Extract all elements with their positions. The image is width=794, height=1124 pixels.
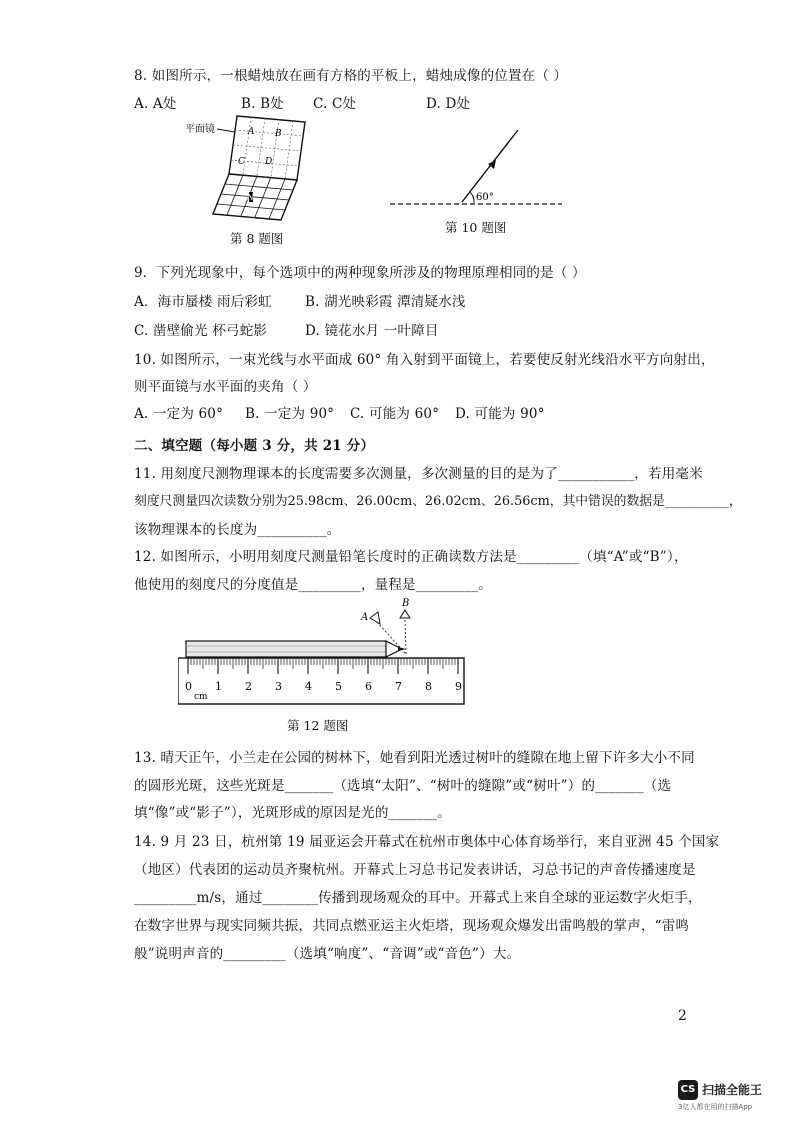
ruler-tick-label: 3: [275, 680, 282, 693]
fig12-eye-b-label: B: [402, 598, 410, 609]
q14-line1: 14. 9 月 23 日，杭州第 19 届亚运会开幕式在杭州市奥体中心体育场举行，来自亚洲 45 个国家: [134, 834, 720, 850]
q10-option-c: C. 可能为 60°: [350, 406, 440, 422]
fig12-unit: cm: [194, 692, 208, 702]
q11-line3: 该物理课本的长度为__________。: [134, 522, 341, 538]
q10-option-b: B. 一定为 90°: [245, 406, 335, 422]
q8-option-a: A. A处: [134, 96, 177, 112]
fig10-angle-label: 60°: [476, 192, 494, 203]
q10-line2: 则平面镜与水平面的夹角（ ）: [134, 379, 317, 395]
scanner-logo-icon: CS: [678, 1080, 698, 1100]
ruler-tick-label: 1: [215, 680, 222, 693]
q14-line4: 在数字世界与现实同频共振，共同点燃亚运主火炬塔，现场观众爆发出雷鸣般的掌声，“雷鸣: [134, 918, 690, 934]
q9-option-a: A．海市蜃楼 雨后彩虹: [134, 294, 272, 310]
fig8-mirror-label: 平面镜: [185, 124, 215, 135]
q10-option-d: D. 可能为 90°: [455, 406, 545, 422]
q8-option-b: B. B处: [241, 96, 284, 112]
fig8-caption: 第 8 题图: [230, 231, 284, 246]
q9-stem: 9．下列光现象中，每个选项中的两种现象所涉及的物理原理相同的是（ ）: [134, 265, 586, 281]
q10-line1: 10. 如图所示，一束光线与水平面成 60° 角入射到平面镜上，若要使反射光线沿水平方向射出，: [134, 352, 715, 368]
scanner-app-name: 扫描全能王: [702, 1083, 763, 1097]
q11-line1: 11. 用刻度尺测物理课本的长度需要多次测量，多次测量的目的是为了___________，若用毫米: [134, 466, 703, 482]
fig8-point-c: C: [238, 157, 245, 167]
figure-12-ruler: [178, 596, 468, 708]
q13-line2: 的圆形光斑，这些光斑是_______（选填“太阳”、“树叶的缝隙”或“树叶”）的_______（选: [134, 778, 672, 794]
q14-line5: 般”说明声音的_________（选填“响度”、“音调”或“音色”）大。: [134, 946, 521, 962]
q13-line3: 填“像”或“影子”），光斑形成的原因是光的_______。: [134, 805, 451, 821]
q8-option-c: C. C处: [313, 96, 357, 112]
q9-option-d: D. 镜花水月 一叶障目: [305, 323, 439, 339]
ruler-tick-label: 6: [365, 680, 372, 693]
fig12-caption: 第 12 题图: [287, 718, 349, 733]
eye-b-icon: [400, 610, 410, 618]
q8-option-d: D. D处: [426, 96, 471, 112]
ruler-tick-label: 7: [395, 680, 402, 693]
fig8-point-a: A: [248, 127, 255, 137]
ruler-tick-label: 8: [425, 680, 432, 693]
page-number: 2: [678, 1008, 687, 1024]
q10-option-a: A. 一定为 60°: [134, 406, 224, 422]
q12-line2: 他使用的刻度尺的分度值是_________，量程是_________。: [134, 577, 492, 593]
ruler-tick-label: 2: [245, 680, 252, 693]
scanner-tagline: 3亿人都在用的扫描App: [678, 1103, 753, 1111]
ruler-tick-label: 5: [335, 680, 342, 693]
eye-a-icon: [370, 612, 380, 624]
section-title: 二、填空题（每小题 3 分，共 21 分）: [134, 438, 375, 454]
ruler-tick-label: 9: [455, 680, 462, 693]
q12-line1: 12. 如图所示，小明用刻度尺测量铅笔长度时的正确读数方法是_________（填“A”或“B”），: [134, 549, 688, 565]
q13-line1: 13. 晴天正午，小兰走在公园的树林下，她看到阳光透过树叶的缝隙在地上留下许多大小不同: [134, 750, 695, 766]
ruler-tick-label: 0: [185, 680, 192, 693]
fig8-point-d: D: [265, 157, 273, 167]
fig10-caption: 第 10 题图: [445, 220, 507, 235]
fig12-eye-a-label: A: [361, 612, 369, 623]
q9-option-b: B. 湖光映彩霞 潭清疑水浅: [305, 294, 466, 310]
q14-line2: （地区）代表团的运动员齐聚杭州。开幕式上习总书记发表讲话，习总书记的声音传播速度是: [134, 862, 696, 878]
q11-line2: 刻度尺测量四次读数分别为25.98cm、26.00cm、26.02cm、26.56cm，其中错误的数据是__________，: [134, 494, 742, 509]
q8-stem: 8. 如图所示，一根蜡烛放在画有方格的平板上，蜡烛成像的位置在（ ）: [134, 68, 568, 84]
fig8-point-b: B: [275, 129, 282, 139]
q14-line3: _________m/s，通过________传播到现场观众的耳中。开幕式上来自全球的亚运数字火炬手，: [134, 890, 702, 906]
ruler-tick-label: 4: [305, 680, 312, 693]
figure-10-light-ray: [390, 128, 565, 213]
q9-option-c: C. 凿壁偷光 杯弓蛇影: [134, 323, 268, 339]
fig8-point-n: N: [247, 193, 254, 202]
figure-8-mirror-grid: [185, 112, 325, 224]
